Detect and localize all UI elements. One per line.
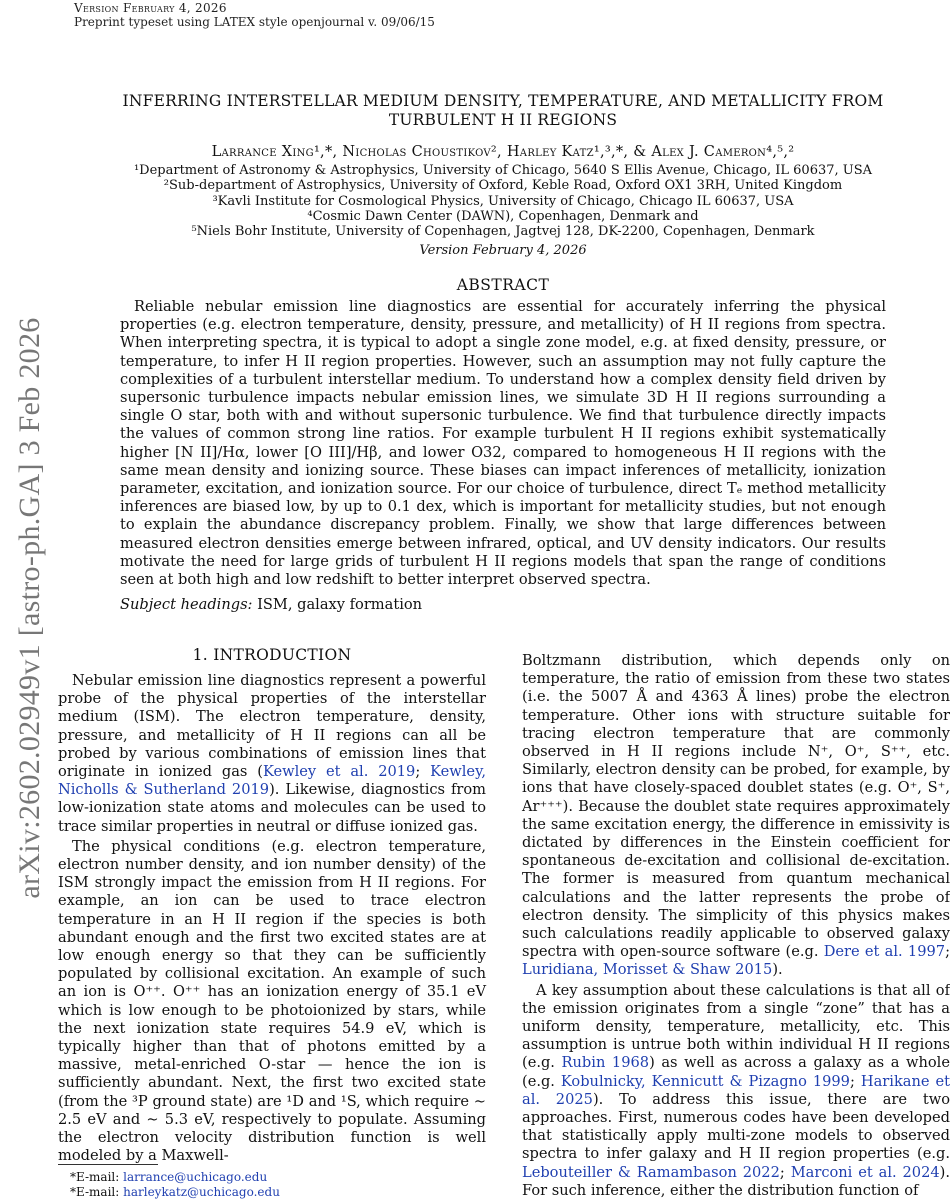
right-column [522, 652, 950, 1200]
citation-link[interactable]: Luridiana, Morisset & Shaw 2015 [522, 961, 773, 979]
text-run: ; [415, 763, 431, 781]
citation-link[interactable]: Kewley, Nicholls & Sutherland 2019 [58, 763, 487, 799]
text-run: ). For such inference, either the distribution function of [522, 1163, 950, 1199]
affiliation: ⁴Cosmic Dawn Center (DAWN), Copenhagen, Denmark and [307, 208, 699, 224]
citation-link[interactable]: Harikane et al. 2025 [522, 1072, 950, 1108]
text-run: ; [849, 1072, 861, 1090]
text-run: Nebular emission line diagnostics represent a powerful probe of the physical properties of the interstellar medium (ISM). The electron temperature, density, pressure, and metallicity of H II regions can all be probed by various combinations of emission lines that originate in ionized gas ( [58, 672, 486, 781]
affiliation: ¹Department of Astronomy & Astrophysics, University of Chicago, 5640 S Ellis Avenue, Chicago, IL 60637, USA [133, 163, 873, 178]
footnote-label: *E-mail: [70, 1185, 124, 1199]
section-heading: 1. INTRODUCTION [192, 646, 352, 664]
subject-headings-value: ISM, galaxy formation [252, 596, 423, 613]
citation-link[interactable]: Marconi et al. 2024 [790, 1163, 940, 1181]
abstract-heading: ABSTRACT [456, 276, 550, 294]
arxiv-stamp [2, 245, 58, 970]
text-run: ; [945, 943, 950, 961]
arxiv-id: arXiv:2602.02949v1 [astro-ph.GA] 3 Feb 2026 [13, 316, 46, 899]
text-run: ). Likewise, diagnostics from low-ionization state atoms and molecules can be used to trace similar properties in neutral or diffuse ionized gas. [58, 781, 486, 835]
text-run: A key assumption about these calculations is that all of the emission originates from a single “zone” that has a uniform density, temperature, metallicity, etc. This assumption is untrue both within individual H II regions (e.g. [522, 981, 950, 1072]
text-run: Boltzmann distribution, which depends only on temperature, the ratio of emission from these two states (i.e. the 5007 Å and 4363 Å lines) probe the electron temperature. Other ions with structure suitable for tracing electron temperature that are commonly observed in H II regions include N⁺, O⁺, S⁺⁺, etc. Similarly, electron density can be probed, for example, by ions that have closely-spaced doublet states (e.g. O⁺, S⁺, Ar⁺⁺⁺). Because the doublet state requires approximately the same excitation energy, the difference in emissivity is dictated by differences in the Einstein coefficient for spontaneous de-excitation and collisional de-excitation. The former is measured from quantum mechanical calculations and the latter represents the probe of electron density. The simplicity of this physics makes such calculations readily applicable to observed galaxy spectra with open-source software (e.g. [522, 652, 950, 961]
paper-date: Version February 4, 2026 [419, 243, 587, 258]
citation-link[interactable]: Kobulnicky, Kennicutt & Pizagno 1999 [560, 1072, 850, 1090]
text-run: ). To address this issue, there are two approaches. First, numerous codes have been developed that statistically apply multi-zone models to observed spectra to infer galaxy and H II region properties (e.g. [522, 1090, 950, 1163]
citation-link[interactable]: Rubin 1968 [561, 1054, 650, 1072]
text-run: ) as well as across a galaxy as a whole (e.g. [522, 1054, 950, 1090]
subject-headings [120, 596, 886, 613]
footnote [70, 1170, 267, 1184]
text-run: ; [779, 1163, 791, 1181]
citation-link[interactable]: Lebouteiller & Ramambason 2022 [522, 1163, 780, 1181]
paragraph [522, 982, 950, 1200]
footnote [70, 1185, 280, 1199]
email-link[interactable]: harleykatz@uchicago.edu [123, 1185, 280, 1199]
email-link[interactable]: larrance@uchicago.edu [123, 1170, 268, 1184]
text-run: ). [772, 961, 783, 979]
footnote-label: *E-mail: [70, 1170, 124, 1184]
paper-title: INFERRING INTERSTELLAR MEDIUM DENSITY, TEMPERATURE, AND METALLICITY FROM TURBULENT H II REGIONS [122, 92, 884, 129]
paragraph [58, 672, 486, 836]
left-column [58, 672, 486, 1165]
paragraph [522, 652, 950, 980]
affiliation: ²Sub-department of Astrophysics, University of Oxford, Keble Road, Oxford OX1 3RH, United Kingdom [163, 178, 843, 194]
affiliation: ⁵Niels Bohr Institute, University of Copenhagen, Jagtvej 128, DK-2200, Copenhagen, Denmark [191, 224, 815, 240]
citation-link[interactable]: Kewley et al. 2019 [262, 763, 416, 781]
paragraph: The physical conditions (e.g. electron temperature, electron number density, and ion number density) of the ISM strongly impact the emission from H II regions. For example, an ion can be used to trace electron temperature in an H II region if the species is both abundant enough and the first two excited states are at low enough energy so that they can be sufficiently populated by collisional excitation. An example of such an ion is O⁺⁺. O⁺⁺ has an ionization energy of 35.1 eV which is low enough to be photoionized by stars, while the next ionization state requires 54.9 eV, which is typically higher than that of photons emitted by a massive, metal-enriched O-star — hence the ion is sufficiently abundant. Next, the first two excited state (from the ³P ground state) are ¹D and ¹S, which require ∼ 2.5 eV and ∼ 5.3 eV, respectively to populate. Assuming the electron velocity distribution function is well modeled by a Maxwell- [58, 837, 486, 1165]
citation-link[interactable]: Dere et al. 1997 [823, 943, 946, 961]
footnote-rule [58, 1164, 158, 1165]
abstract-body: Reliable nebular emission line diagnostics are essential for accurately inferring the physical properties (e.g. electron temperature, density, pressure, and metallicity) of H II regions from spectra. When interpreting spectra, it is typical to adopt a single zone model, e.g. at fixed density, pressure, or temperature, to infer H II region properties. However, such an assumption may not fully capture the complexities of a turbulent interstellar medium. To understand how a complex density field driven by supersonic turbulence impacts nebular emission lines, we simulate 3D H II regions surrounding a single O star, both with and without supersonic turbulence. We find that turbulence directly impacts the values of common strong line ratios. For example turbulent H II regions exhibit systematically higher [N II]/Hα, lower [O III]/Hβ, and lower O32, compared to homogeneous H II regions with the same mean density and ionizing source. These biases can impact inferences of metallicity, ionization parameter, excitation, and ionization source. For our choice of turbulence, direct Tₑ method metallicity inferences are biased low, by up to 0.1 dex, which is important for metallicity studies, but not enough to explain the abundance discrepancy problem. Finally, we show that large differences between measured electron densities emerge between infrared, optical, and UV density indicators. Our results motivate the need for large grids of turbulent H II regions models that span the range of conditions seen at both high and low redshift to better interpret observed spectra. [120, 298, 886, 589]
affiliation: ³Kavli Institute for Cosmological Physics, University of Chicago, Chicago IL 60637, USA [212, 193, 794, 209]
subject-headings-label: Subject headings: [120, 596, 253, 613]
author-list: Larrance Xing¹,*, Nicholas Choustikov², Harley Katz¹,³,*, & Alex J. Cameron⁴,⁵,² [211, 144, 795, 160]
affiliations [80, 163, 926, 239]
preprint-line: Preprint typeset using LATEX style openjournal v. 09/06/15 [74, 15, 435, 29]
running-header [74, 1, 435, 29]
version-line: Version February 4, 2026 [74, 1, 227, 15]
